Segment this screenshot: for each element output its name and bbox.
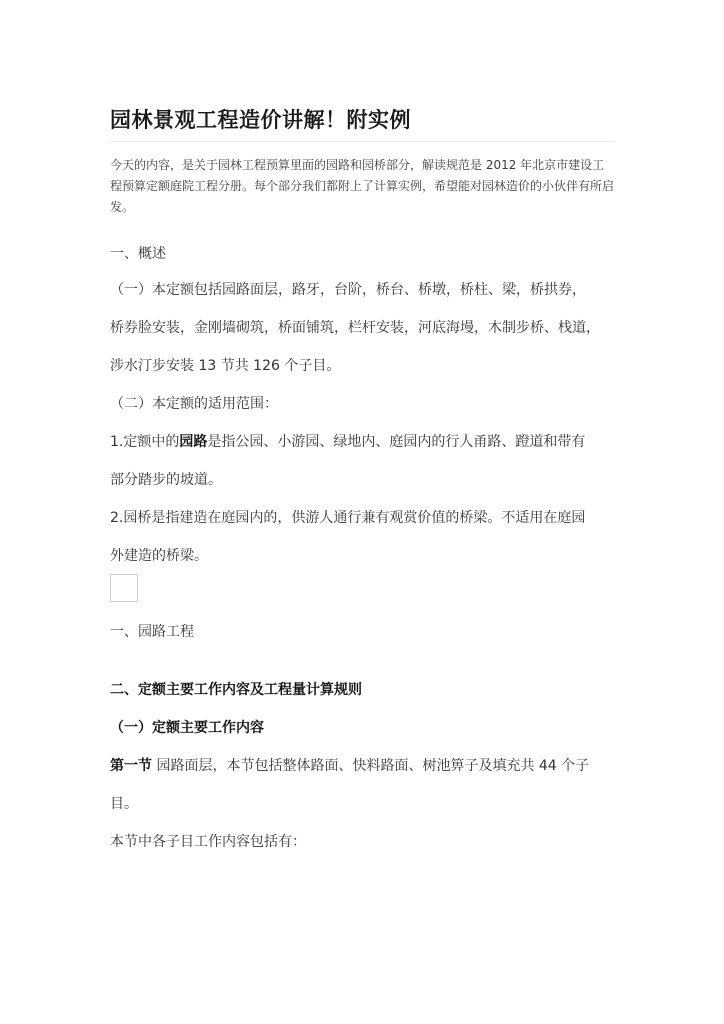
title-divider <box>110 141 615 142</box>
paragraph-line: （一）本定额包括园路面层，路牙，台阶，桥台、桥墩，桥柱、梁，桥拱券， <box>110 282 586 298</box>
subheading-work-content: （一）定额主要工作内容 <box>110 720 264 736</box>
list-item-continuation: 外建造的桥梁。 <box>110 548 208 564</box>
list-item-prefix: 1.定额中的 <box>110 434 180 450</box>
paragraph-line: 涉水汀步安装 13 节共 126 个子目。 <box>110 358 341 374</box>
section-label-bold: 第一节 <box>110 758 152 774</box>
keyword-bold: 园路 <box>179 434 208 450</box>
list-item-text: 是指公园、小游园、绿地内、庭园内的行人甬路、蹬道和带有 <box>207 434 586 450</box>
list-item <box>110 432 615 452</box>
paragraph-line <box>110 756 615 776</box>
section-heading-road: 一、园路工程 <box>110 624 194 640</box>
section-heading-overview: 一、概述 <box>110 246 166 262</box>
subheading-scope: （二）本定额的适用范围： <box>110 396 278 412</box>
paragraph-line: 桥券脸安装，金刚墙砌筑，桥面铺筑，栏杆安装，河底海墁，木制步桥、栈道， <box>110 320 600 336</box>
list-item-continuation: 部分踏步的坡道。 <box>110 472 222 488</box>
paragraph-line: 目。 <box>110 796 138 812</box>
section-text: 园路面层，本节包括整体路面、快料路面、树池箅子及填充共 44 个子 <box>152 758 590 774</box>
article-title: 园林景观工程造价讲解！附实例 <box>110 107 411 132</box>
intro-paragraph: 今天的内容，是关于园林工程预算里面的园路和园桥部分，解读规范是 2012 年北京市建设工程预算定额庭院工程分册。每个部分我们都附上了计算实例，希望能对园林造价的小伙伴有所启发。 <box>110 158 615 214</box>
list-item: 2.园桥是指建造在庭园内的，供游人通行兼有观赏价值的桥梁。不适用在庭园 <box>110 510 586 526</box>
paragraph-line: 本节中各子目工作内容包括有： <box>110 834 306 850</box>
broken-image-icon <box>110 574 138 602</box>
section-heading-rules: 二、定额主要工作内容及工程量计算规则 <box>110 682 362 698</box>
